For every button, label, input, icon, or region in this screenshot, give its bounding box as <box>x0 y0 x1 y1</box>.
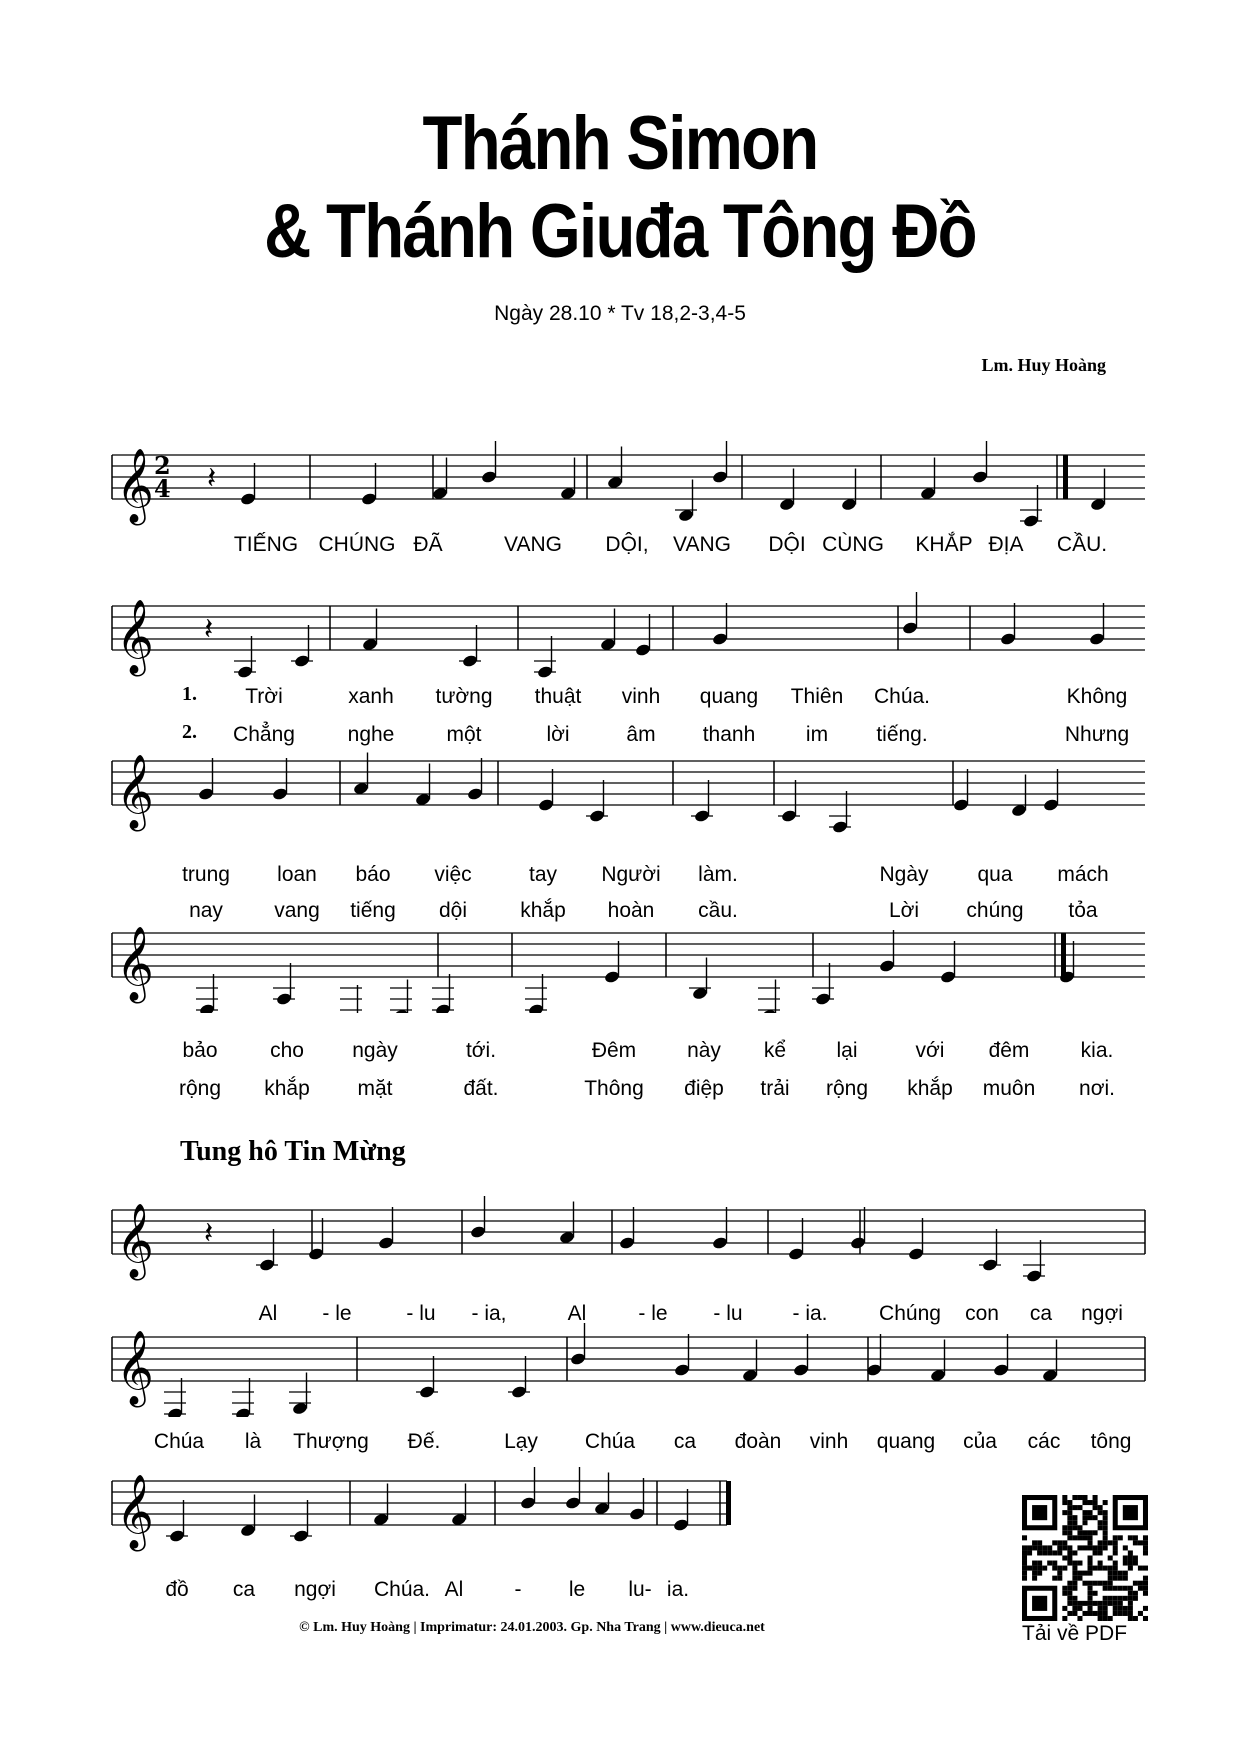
note <box>953 769 970 812</box>
note <box>979 1229 1001 1272</box>
treble-clef-icon: 𝄞 <box>116 755 154 829</box>
note <box>520 1467 537 1510</box>
lyric-syllable: Lạy <box>504 1430 538 1453</box>
lyric-syllable: - ia. <box>792 1302 828 1325</box>
treble-clef-icon: 𝄞 <box>116 1475 154 1549</box>
note <box>793 1334 810 1377</box>
page-title-line-2: & Thánh Giuđa Tông Đồ <box>264 189 976 274</box>
lyric-syllable: nay <box>189 899 223 922</box>
qr-caption[interactable]: Tải về PDF <box>1022 1622 1128 1645</box>
lyric-syllable: Không <box>1066 685 1128 708</box>
treble-clef-icon: 𝄞 <box>116 600 154 674</box>
time-signature-top: 2 <box>154 451 171 480</box>
lyric-syllable: xanh <box>348 685 394 708</box>
lyric-syllable: điệp <box>684 1077 724 1100</box>
note <box>290 1500 312 1543</box>
note <box>594 1473 611 1516</box>
lyric-syllable: tỏa <box>1068 899 1098 922</box>
note <box>240 1495 257 1538</box>
treble-clef-icon: 𝄞 <box>116 1331 154 1405</box>
staff-system <box>0 731 1240 841</box>
lyric-syllable: rộng <box>178 1077 222 1100</box>
note <box>993 1334 1010 1377</box>
lyric-syllable: Al <box>444 1578 464 1601</box>
note <box>451 1484 468 1527</box>
note <box>1023 1240 1045 1283</box>
lyric-syllable: âm <box>626 723 656 746</box>
note <box>196 974 218 1013</box>
note <box>559 1202 576 1245</box>
lyric-syllable: tiếng. <box>876 723 928 746</box>
lyric-syllable: Chẳng <box>233 723 295 746</box>
lyric-syllable: ngợi <box>1081 1302 1123 1325</box>
lyric-syllable: Trời <box>245 685 283 708</box>
note <box>291 625 313 668</box>
lyric-syllable: chúng <box>966 899 1024 922</box>
note <box>788 1218 805 1261</box>
lyric-syllable: Đêm <box>591 1039 637 1062</box>
lyric-syllable: ca <box>1029 1302 1053 1325</box>
note <box>538 769 555 812</box>
lyric-syllable: quang <box>876 1430 936 1453</box>
note <box>691 780 713 823</box>
note <box>908 1218 925 1261</box>
note <box>940 941 957 984</box>
lyric-syllable: loan <box>277 863 317 886</box>
lyric-syllable: Al <box>567 1302 587 1325</box>
note <box>675 480 697 523</box>
lyric-syllable: mách <box>1057 863 1109 886</box>
note <box>635 614 652 657</box>
lyric-syllable: - <box>514 1578 522 1601</box>
lyric-syllable: Al <box>258 1302 278 1325</box>
lyric-syllable: ca <box>232 1578 256 1601</box>
note <box>362 609 379 652</box>
lyric-syllable: Chúng <box>879 1302 941 1325</box>
page-footer: © Lm. Huy Hoàng | Imprimatur: 24.01.2003. Gp. Nha Trang | www.dieuca.net <box>299 1620 765 1635</box>
lyric-syllable: con <box>965 1302 999 1325</box>
note <box>272 758 289 801</box>
lyric-syllable: khắp <box>264 1077 310 1100</box>
note <box>674 1334 691 1377</box>
note <box>712 1207 729 1250</box>
lyric-syllable: Chúa. <box>373 1578 431 1601</box>
note <box>1020 485 1042 528</box>
staff-system <box>0 903 1240 1013</box>
lyric-syllable: vinh <box>809 1430 849 1453</box>
lyric-syllable: lại <box>836 1039 858 1062</box>
note <box>256 1229 278 1272</box>
lyric-syllable: Thượng <box>293 1430 369 1453</box>
lyric-syllable: hoàn <box>607 899 655 922</box>
lyric-syllable: tông <box>1090 1430 1132 1453</box>
note <box>570 1323 587 1366</box>
lyric-syllable: mặt <box>357 1077 393 1100</box>
note <box>432 458 449 501</box>
lyric-syllable: Chúa <box>584 1430 636 1453</box>
lyric-syllable: qua <box>977 863 1013 886</box>
section-heading: Tung hô Tin Mừng <box>180 1136 406 1167</box>
note <box>812 963 834 1006</box>
note <box>1090 469 1107 512</box>
note <box>378 1207 395 1250</box>
note <box>273 963 295 1006</box>
lyric-syllable: rộng <box>825 1077 869 1100</box>
note <box>308 1218 325 1261</box>
lyric-syllable: dội <box>438 899 468 922</box>
lyric-syllable: nghe <box>347 723 395 746</box>
note <box>361 463 378 506</box>
note <box>234 636 256 679</box>
note <box>164 1378 186 1417</box>
note <box>879 930 896 973</box>
lyric-syllable: Chúa <box>153 1430 205 1453</box>
lyric-syllable: này <box>687 1039 721 1062</box>
note <box>481 441 498 484</box>
lyric-syllable: vang <box>274 899 320 922</box>
note <box>415 764 432 807</box>
note <box>673 1489 690 1532</box>
final-barline <box>1063 455 1068 499</box>
note <box>607 447 624 490</box>
note <box>373 1484 390 1527</box>
lyric-syllable: VANG <box>504 533 562 556</box>
note <box>198 758 215 801</box>
lyric-syllable: - lu <box>713 1302 743 1325</box>
treble-clef-icon: 𝄞 <box>116 1204 154 1278</box>
lyric-syllable: khắp <box>907 1077 953 1100</box>
lyric-syllable: bảo <box>182 1039 218 1062</box>
lyric-syllable: ngày <box>352 1039 398 1062</box>
lyric-syllable: Ngày <box>879 863 929 886</box>
note <box>758 980 780 1014</box>
lyric-syllable: Người <box>601 863 661 886</box>
note <box>850 1207 867 1250</box>
lyric-syllable: thanh <box>702 723 756 746</box>
note <box>565 1467 582 1510</box>
lyric-syllable: đất. <box>463 1077 499 1100</box>
note <box>232 1378 254 1417</box>
note <box>416 1356 438 1399</box>
lyric-syllable: các <box>1027 1430 1061 1453</box>
treble-clef-icon: 𝄞 <box>116 927 154 1001</box>
lyric-syllable: - ia, <box>471 1302 507 1325</box>
lyric-syllable: - le <box>322 1302 352 1325</box>
note <box>586 780 608 823</box>
final-barline <box>1061 933 1066 977</box>
note <box>1043 769 1060 812</box>
lyric-syllable: Chúa. <box>873 685 931 708</box>
lyric-syllable: tới. <box>465 1039 497 1062</box>
staff-system <box>0 1307 1240 1417</box>
page-subtitle: Ngày 28.10 * Tv 18,2-3,4-5 <box>494 302 746 325</box>
lyric-syllable: le <box>568 1578 586 1601</box>
lyric-syllable: trải <box>760 1077 790 1100</box>
lyric-syllable: DỘI, <box>605 533 649 556</box>
note <box>972 441 989 484</box>
note <box>902 592 919 635</box>
note <box>166 1500 188 1543</box>
qr-code-icon[interactable] <box>1022 1495 1148 1621</box>
lyric-syllable: đoàn <box>734 1430 782 1453</box>
note <box>525 974 547 1013</box>
verse-number: 2. <box>182 721 197 743</box>
lyric-syllable: một <box>446 723 482 746</box>
final-barline <box>726 1481 731 1525</box>
lyric-syllable: đồ <box>165 1578 189 1601</box>
lyric-syllable: CHÚNG <box>318 533 396 556</box>
verse-number: 1. <box>182 683 197 705</box>
note <box>470 1196 487 1239</box>
lyric-syllable: cầu. <box>698 899 738 922</box>
lyric-syllable: KHẮP <box>915 533 973 556</box>
lyric-syllable: CÙNG <box>822 533 884 556</box>
lyric-syllable: kể <box>763 1039 787 1062</box>
lyric-syllable: Đế. <box>407 1430 441 1453</box>
staff-system <box>0 425 1240 535</box>
note <box>240 463 257 506</box>
lyric-syllable: Thông <box>584 1077 644 1100</box>
lyric-syllable: ĐỊA <box>988 533 1024 556</box>
note <box>619 1207 636 1250</box>
lyric-syllable: báo <box>355 863 391 886</box>
lyric-syllable: đêm <box>988 1039 1030 1062</box>
lyric-syllable: việc <box>434 863 472 886</box>
note <box>508 1356 530 1399</box>
note <box>778 780 800 823</box>
lyric-syllable: Thiên <box>790 685 844 708</box>
lyric-syllable: tiếng <box>350 899 396 922</box>
staff-system <box>0 1180 1240 1290</box>
lyric-syllable: ca <box>673 1430 697 1453</box>
quarter-rest: 𝄽 <box>207 461 217 496</box>
note <box>779 469 796 512</box>
lyric-syllable: im <box>805 723 829 746</box>
note <box>1011 775 1028 818</box>
lyric-syllable: thuật <box>534 685 582 708</box>
note <box>829 791 851 834</box>
note <box>1089 603 1106 646</box>
lyric-syllable: ia. <box>666 1578 690 1601</box>
lyric-syllable: của <box>963 1430 997 1453</box>
lyric-syllable: - le <box>638 1302 668 1325</box>
note <box>432 974 454 1013</box>
note <box>930 1340 947 1383</box>
lyric-syllable: ngợi <box>294 1578 336 1601</box>
lyric-syllable: Lời <box>888 899 920 922</box>
lyric-syllable: nơi. <box>1079 1077 1115 1100</box>
note <box>467 758 484 801</box>
lyric-syllable: tay <box>528 863 558 886</box>
note <box>1000 603 1017 646</box>
lyric-syllable: - lu <box>406 1302 436 1325</box>
note <box>560 458 577 501</box>
lyric-syllable: làm. <box>698 863 738 886</box>
note <box>1042 1340 1059 1383</box>
note <box>534 636 556 679</box>
note <box>712 441 729 484</box>
page-title-line-1: Thánh Simon <box>422 101 818 186</box>
note <box>742 1340 759 1383</box>
note <box>712 603 729 646</box>
staff-system <box>0 576 1240 686</box>
note <box>600 609 617 652</box>
note <box>459 625 481 668</box>
treble-clef-icon: 𝄞 <box>116 449 154 523</box>
note <box>604 941 621 984</box>
lyric-syllable: Nhưng <box>1064 723 1130 746</box>
note <box>629 1478 646 1521</box>
lyric-syllable: muôn <box>982 1077 1036 1100</box>
quarter-rest: 𝄽 <box>204 1216 214 1251</box>
note <box>289 1373 311 1416</box>
note <box>920 458 937 501</box>
lyric-syllable: quang <box>699 685 759 708</box>
lyric-syllable: DỘI <box>768 533 806 556</box>
lyric-syllable: vinh <box>621 685 661 708</box>
note <box>353 753 370 796</box>
lyric-syllable: VANG <box>673 533 731 556</box>
time-signature-bottom: 4 <box>154 474 171 503</box>
lyric-syllable: tường <box>435 685 493 708</box>
lyric-syllable: TIẾNG <box>233 533 299 556</box>
lyric-syllable: lu- <box>628 1578 652 1601</box>
composer-name: Lm. Huy Hoàng <box>981 355 1106 375</box>
lyric-syllable: kia. <box>1080 1039 1114 1062</box>
note <box>340 985 362 1013</box>
note <box>689 958 711 1001</box>
lyric-syllable: khắp <box>520 899 566 922</box>
lyric-syllable: là <box>244 1430 262 1453</box>
note <box>390 980 412 1014</box>
lyric-syllable: trung <box>182 863 230 886</box>
note <box>841 469 858 512</box>
lyric-syllable: ĐÃ <box>413 533 443 556</box>
lyric-syllable: cho <box>270 1039 304 1062</box>
lyric-syllable: lời <box>546 723 570 746</box>
lyric-syllable: với <box>915 1039 945 1062</box>
quarter-rest: 𝄽 <box>204 612 214 647</box>
lyric-syllable: CẦU. <box>1056 533 1108 556</box>
